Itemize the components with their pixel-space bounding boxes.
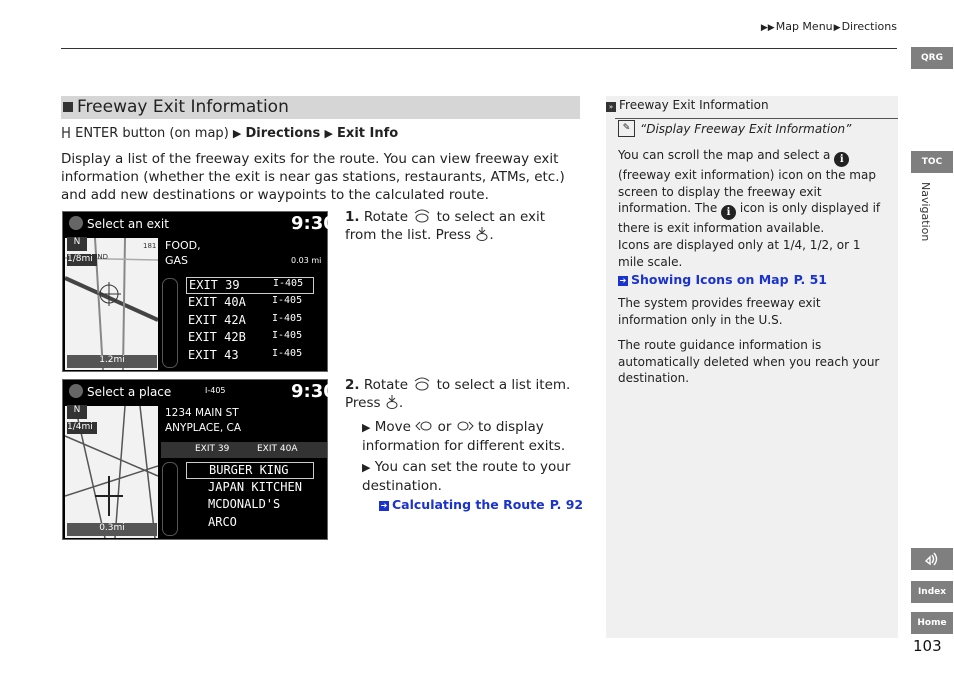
- interface-dial-rotate-icon: [412, 208, 432, 224]
- clock: 9:30: [291, 381, 336, 402]
- step-1: 1. Rotate to select an exit from the list. Press .: [345, 209, 546, 243]
- list-scrollbar[interactable]: [162, 278, 178, 368]
- category-gas: GAS: [165, 254, 189, 267]
- exit-row[interactable]: EXIT 42A I-405: [188, 313, 303, 327]
- screen-title: Select an exit: [87, 217, 169, 231]
- note-paragraph-3: The system provides freeway exit information only in the U.S.: [618, 296, 821, 327]
- place-row[interactable]: JAPAN KITCHEN: [208, 480, 302, 494]
- index-tab[interactable]: Index: [911, 581, 953, 603]
- interface-dial-press-icon: [475, 226, 489, 242]
- screen-header: [63, 380, 336, 404]
- voice-command-tab[interactable]: [911, 548, 953, 570]
- street-end-label: END: [93, 253, 109, 261]
- link-arrow-icon: ➔: [619, 276, 627, 285]
- street-label: 181: [143, 242, 157, 250]
- note-paragraph-4: The route guidance information is automatically deleted when you reach your destination.: [618, 338, 880, 385]
- voice-command-text: “Display Freeway Exit Information”: [640, 122, 852, 136]
- path-exit-info: Exit Info: [337, 126, 399, 141]
- voice-command-icon: ✎: [618, 120, 635, 137]
- step-2: 2. Rotate to select a list item. Press .: [345, 377, 571, 411]
- breadcrumb-map-menu[interactable]: Map Menu: [775, 20, 833, 33]
- note-paragraph-2: Icons are displayed only at 1/4, 1/2, or 1 mile scale.: [618, 238, 861, 269]
- north-up-icon[interactable]: N: [67, 237, 87, 251]
- north-up-icon[interactable]: N: [67, 405, 87, 419]
- interface-dial-rotate-icon: [412, 376, 432, 392]
- screen-select-exit: [62, 211, 336, 372]
- next-exit-button[interactable]: EXIT 40A: [257, 444, 298, 454]
- screen-header: [63, 212, 336, 236]
- map-scale: 1/4mi: [67, 422, 97, 434]
- home-tab[interactable]: Home: [911, 612, 953, 634]
- exit-row[interactable]: EXIT 42B I-405: [188, 330, 303, 344]
- navigation-chapter-label: Navigation: [919, 182, 932, 242]
- address-city: ANYPLACE, CA: [165, 422, 242, 434]
- link-arrow-icon: ➔: [380, 501, 388, 510]
- bottom-scale: 1.2mi: [67, 355, 157, 368]
- exit-row[interactable]: EXIT 39 I-405: [186, 277, 314, 294]
- step-2-sub-2: ▶ You can set the route to your destination.: [362, 459, 571, 494]
- square-bullet-icon: [63, 102, 73, 112]
- path-directions: Directions: [245, 126, 321, 141]
- calculating-route-link[interactable]: ➔ Calculating the Route P. 92: [380, 497, 584, 512]
- menu-path: ENTER button (on map) ▶ Directions ▶ Exit Info: [61, 126, 398, 141]
- note-divider: [615, 118, 898, 119]
- prev-exit-button[interactable]: EXIT 39: [195, 444, 230, 454]
- toc-tab[interactable]: TOC: [911, 151, 953, 173]
- section-title: Freeway Exit Information: [77, 97, 289, 117]
- list-scrollbar[interactable]: [162, 462, 178, 536]
- map-scale: 1/8mi: [67, 254, 97, 266]
- breadcrumb-directions[interactable]: Directions: [841, 20, 897, 33]
- place-row[interactable]: BURGER KING: [186, 462, 314, 479]
- category-panel: [161, 236, 327, 270]
- note-arrow-icon: »: [606, 102, 616, 112]
- screen-title: Select a place: [87, 385, 172, 399]
- place-row[interactable]: MCDONALD'S: [208, 497, 281, 511]
- header-rule: [61, 48, 897, 49]
- enter-button-label: ENTER button (on map): [75, 126, 229, 141]
- breadcrumb: ▶▶Map Menu▶Directions: [760, 20, 897, 33]
- header-highway: I-405: [205, 386, 226, 395]
- interface-dial-press-icon: [385, 394, 399, 410]
- section-heading: [61, 96, 580, 119]
- back-icon[interactable]: [69, 216, 83, 230]
- exit-row[interactable]: EXIT 43 I-405: [188, 348, 303, 362]
- qrg-tab[interactable]: QRG: [911, 47, 953, 69]
- screen-select-place: [62, 379, 336, 540]
- showing-icons-link[interactable]: ➔ Showing Icons on Map P. 51: [619, 272, 827, 287]
- address-street: 1234 MAIN ST: [165, 407, 239, 419]
- freeway-exit-info-icon: i: [721, 205, 736, 220]
- address-panel: [161, 404, 327, 438]
- bottom-scale: 0.3mi: [67, 523, 157, 536]
- interface-dial-left-icon: [415, 420, 433, 432]
- freeway-exit-info-icon: i: [834, 152, 849, 167]
- place-list: [158, 462, 327, 538]
- interface-dial-right-icon: [456, 420, 474, 432]
- note-paragraph-1: You can scroll the map and select a i (freeway exit information) icon on the map screen to display the freeway exit information. The i icon is only displayed if there is exit information available.: [618, 148, 881, 235]
- intro-paragraph: Display a list of the freeway exits for the route. You can view freeway exit information (whether the exit is near gas stations, restaurants, ATMs, etc.) and add new destinations or waypoints to the calculated route.: [61, 151, 565, 203]
- page-number: 103: [913, 637, 942, 655]
- exit-row[interactable]: EXIT 40A I-405: [188, 295, 303, 309]
- clock: 9:30: [291, 213, 336, 234]
- exit-switcher: [161, 442, 327, 458]
- category-food: FOOD,: [165, 239, 201, 252]
- voice-command-icon: [924, 552, 940, 566]
- step-2-sub-1: ▶ Move or to display information for different exits.: [362, 419, 566, 454]
- exit-list: [158, 274, 327, 370]
- home-button-icon: [61, 126, 71, 139]
- side-note-title: » Freeway Exit Information: [606, 98, 769, 112]
- back-icon[interactable]: [69, 384, 83, 398]
- place-row[interactable]: ARCO: [208, 515, 237, 529]
- distance: 0.03 mi: [291, 256, 322, 265]
